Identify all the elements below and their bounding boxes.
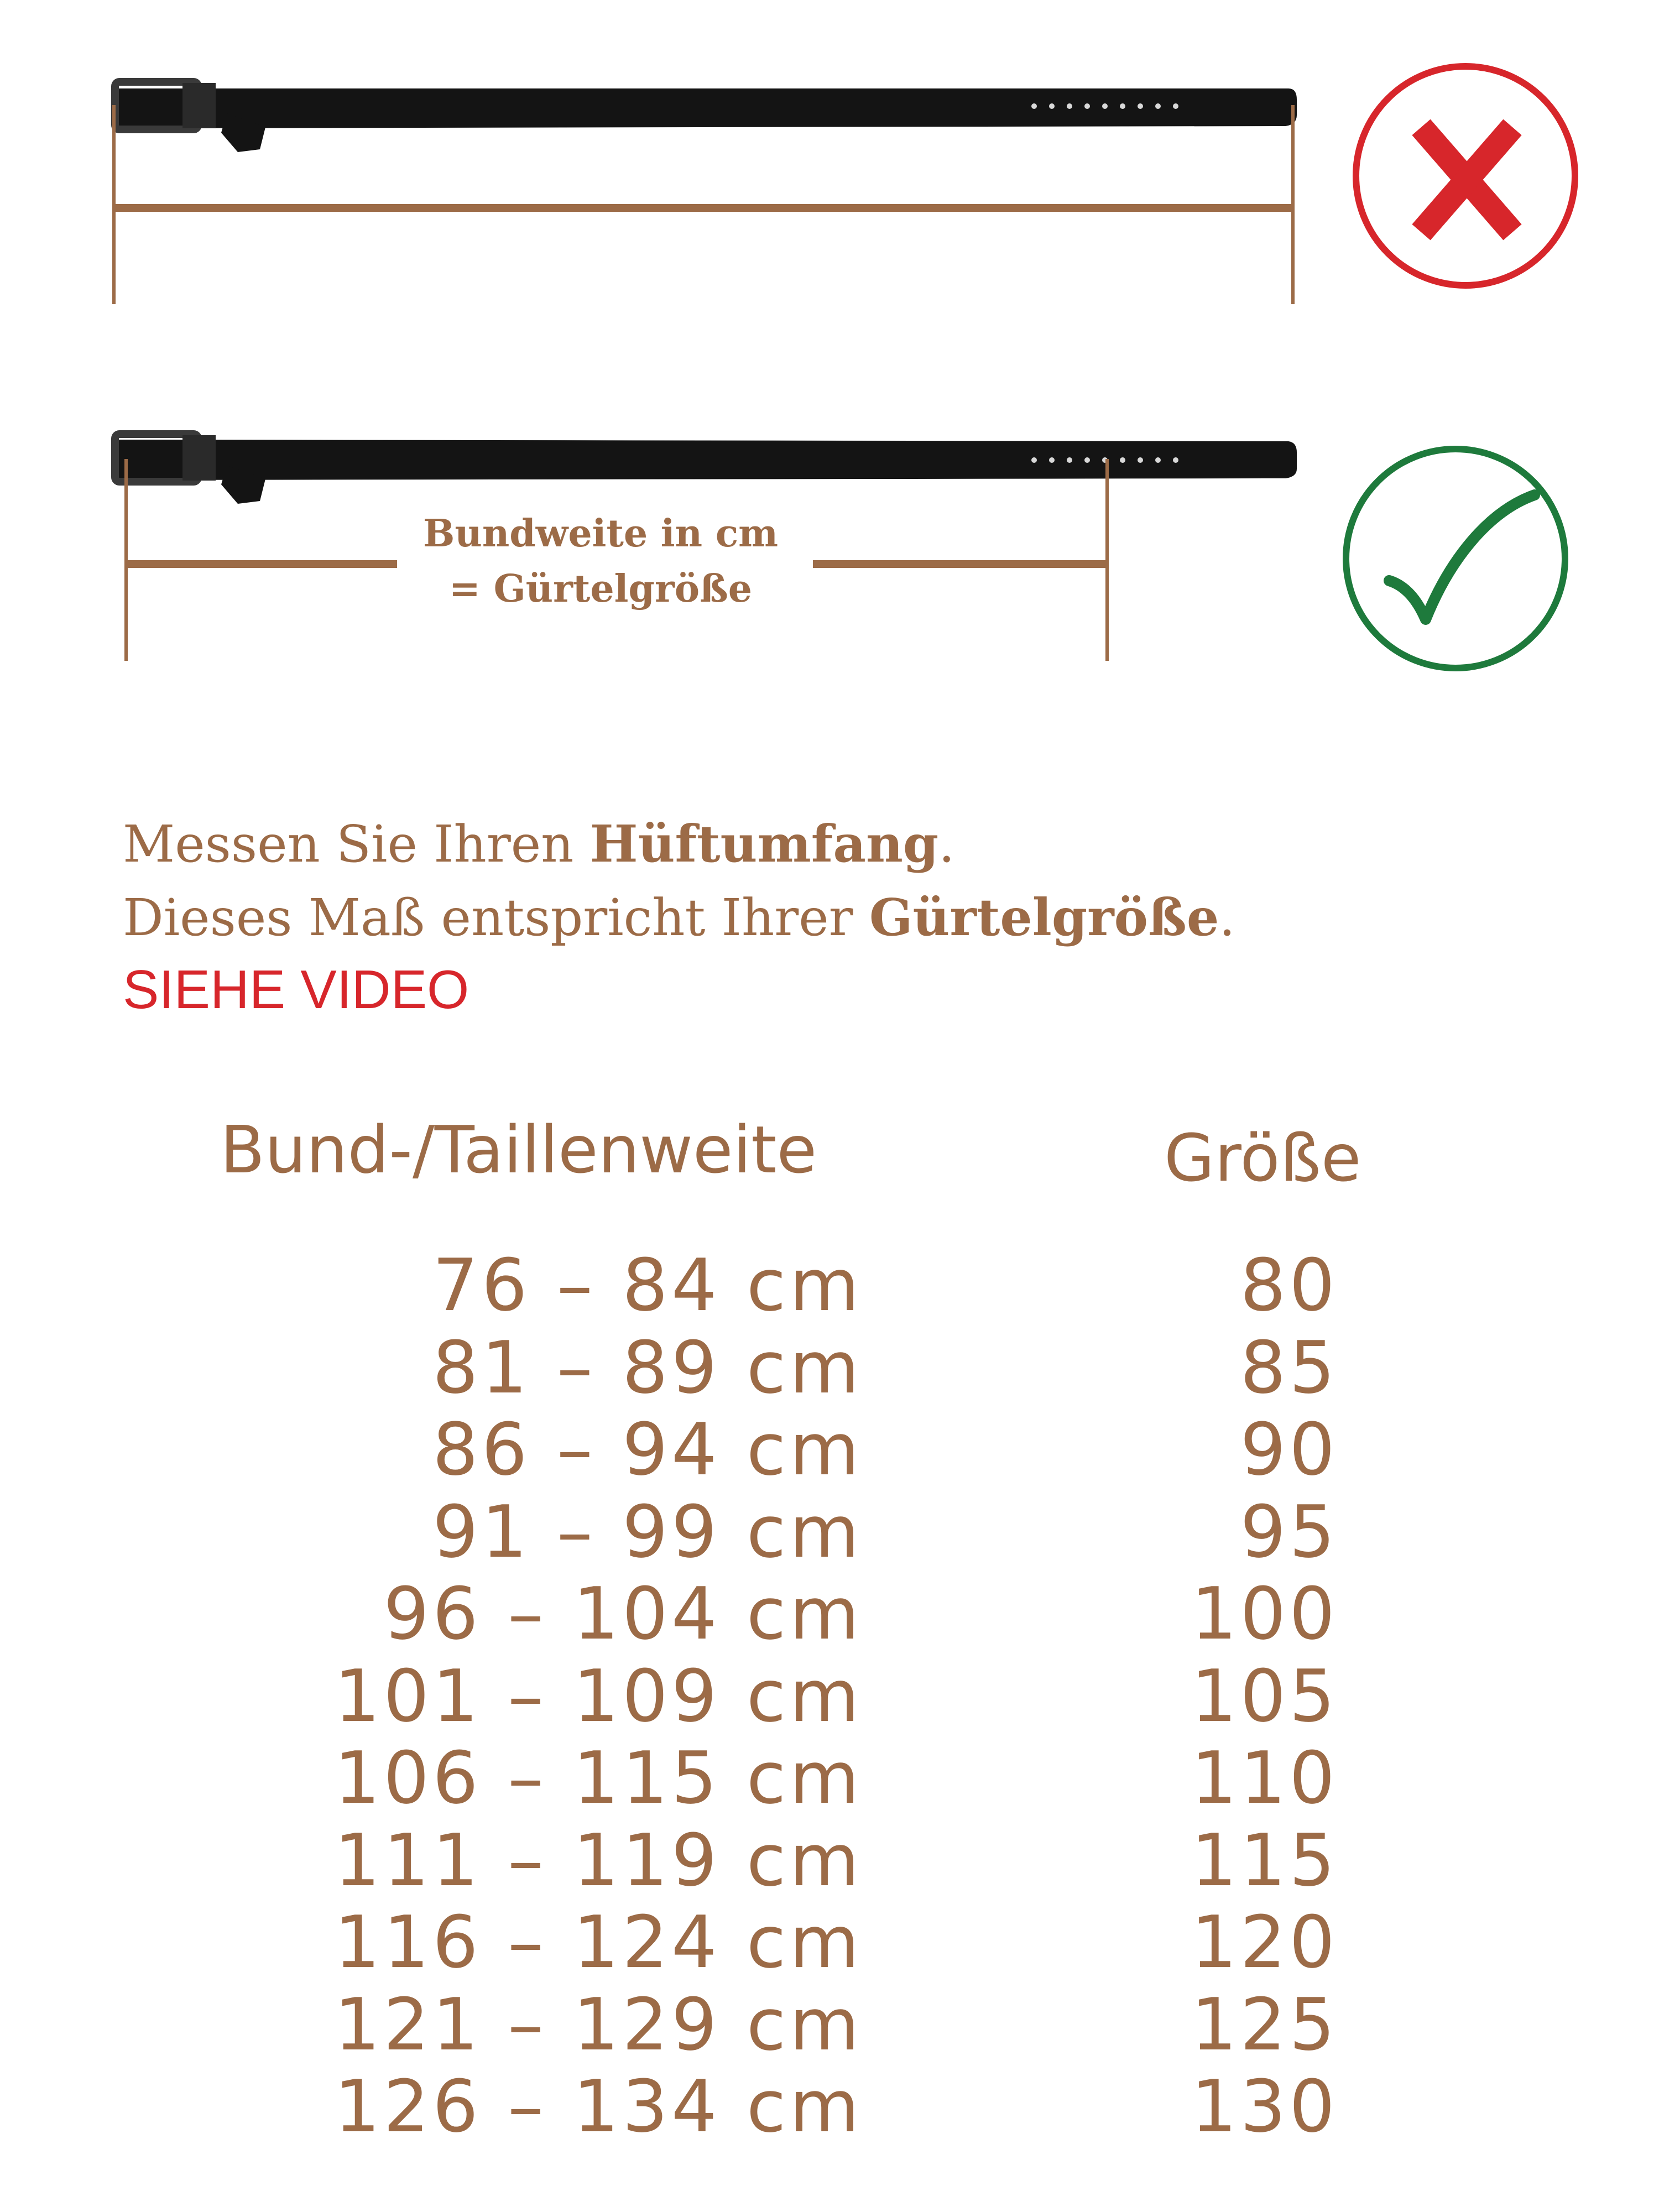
instruction-line-1-prefix: Messen Sie Ihren xyxy=(123,815,590,874)
belt-image-wrong xyxy=(115,82,1297,152)
belt-size-cell: 125 xyxy=(1191,1982,1338,2067)
instruction-line-1-bold: Hüftumfang xyxy=(589,814,939,874)
table-row xyxy=(310,1901,1416,1984)
table-row xyxy=(310,1573,1416,1655)
table-header-range: Bund-/Taillenweite xyxy=(220,1112,817,1188)
table-row xyxy=(310,1491,1416,1573)
table-row xyxy=(310,1984,1416,2066)
table-header-size: Größe xyxy=(1164,1120,1361,1196)
measurement-label xyxy=(397,506,804,617)
table-row xyxy=(310,2065,1416,2148)
waist-range-cell: 101 – 109 cm xyxy=(334,1653,863,1738)
waist-range-cell: 116 – 124 cm xyxy=(334,1900,863,1984)
belt-size-cell: 100 xyxy=(1191,1572,1338,1656)
waist-range-cell: 96 – 104 cm xyxy=(383,1572,863,1656)
waist-range-cell: 86 – 94 cm xyxy=(432,1407,863,1491)
instruction-line-1-suffix: . xyxy=(938,815,955,874)
instruction-line-2 xyxy=(123,881,1588,954)
size-table xyxy=(310,1244,1416,2148)
waist-range-cell: 111 – 119 cm xyxy=(334,1818,863,1902)
waist-range-cell: 121 – 129 cm xyxy=(334,1982,863,2067)
table-row xyxy=(310,1655,1416,1738)
belt-image-right xyxy=(115,434,1297,504)
belt-size-cell: 110 xyxy=(1191,1736,1338,1820)
instruction-line-1 xyxy=(123,807,1588,881)
instructions xyxy=(123,807,1588,1027)
belt-size-cell: 105 xyxy=(1191,1653,1338,1738)
waist-range-cell: 91 – 99 cm xyxy=(432,1489,863,1574)
table-row xyxy=(310,1737,1416,1819)
table-row xyxy=(310,1408,1416,1491)
waist-range-cell: 106 – 115 cm xyxy=(334,1736,863,1820)
belt-size-cell: 90 xyxy=(1240,1407,1338,1491)
belt-size-cell: 80 xyxy=(1240,1243,1338,1327)
belt-size-cell: 85 xyxy=(1240,1325,1338,1410)
table-row xyxy=(310,1244,1416,1327)
measurement-label-line1: Bundweite in cm xyxy=(422,512,779,556)
measure-line-wrong xyxy=(114,105,1293,304)
x-icon xyxy=(1356,66,1575,285)
belt-size-cell: 115 xyxy=(1191,1818,1338,1902)
waist-range-cell: 126 – 134 cm xyxy=(334,2064,863,2148)
instruction-line-2-suffix: . xyxy=(1219,888,1235,947)
instruction-line-2-prefix: Dieses Maß entspricht Ihrer xyxy=(123,888,869,947)
waist-range-cell: 81 – 89 cm xyxy=(432,1325,863,1410)
waist-range-cell: 76 – 84 cm xyxy=(432,1243,863,1327)
table-row xyxy=(310,1819,1416,1902)
belt-size-cell: 120 xyxy=(1191,1900,1338,1984)
instruction-line-2-bold: Gürtelgröße xyxy=(869,888,1219,947)
measurement-label-line2: = Gürtelgröße xyxy=(448,567,753,611)
video-link[interactable]: SIEHE VIDEO xyxy=(123,959,469,1020)
belt-size-cell: 130 xyxy=(1191,2064,1338,2148)
belt-size-cell: 95 xyxy=(1240,1489,1338,1574)
table-row xyxy=(310,1327,1416,1409)
belt-measurement-diagram xyxy=(0,0,1659,719)
checkmark-icon xyxy=(1346,449,1565,668)
